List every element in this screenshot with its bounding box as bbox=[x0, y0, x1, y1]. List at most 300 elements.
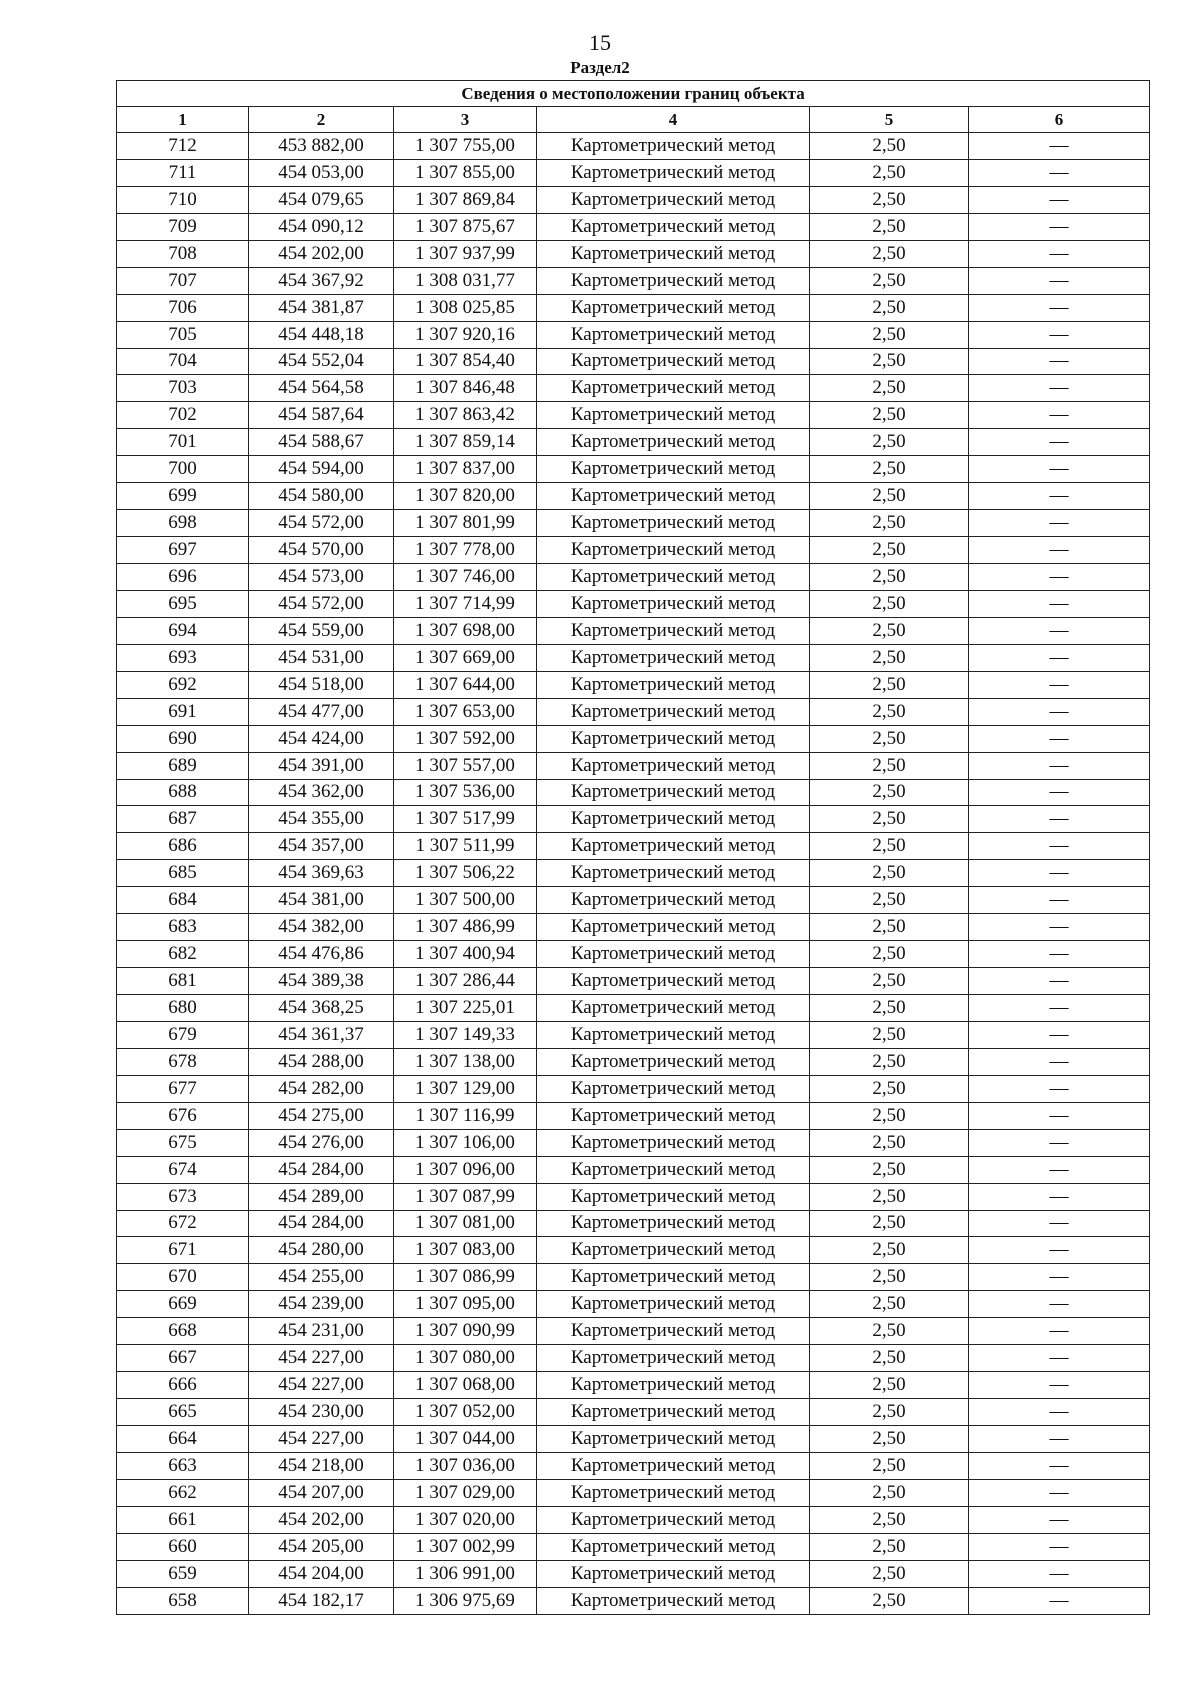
description-cell: — bbox=[969, 590, 1150, 617]
column-number: 4 bbox=[537, 107, 810, 133]
method-cell: Картометрический метод bbox=[537, 267, 810, 294]
description-cell: — bbox=[969, 941, 1150, 968]
point-number-cell: 688 bbox=[117, 779, 249, 806]
point-number-cell: 711 bbox=[117, 159, 249, 186]
y-coordinate-cell: 1 307 755,00 bbox=[394, 133, 537, 160]
method-cell: Картометрический метод bbox=[537, 806, 810, 833]
accuracy-cell: 2,50 bbox=[810, 941, 969, 968]
x-coordinate-cell: 454 079,65 bbox=[249, 186, 394, 213]
point-number-cell: 673 bbox=[117, 1183, 249, 1210]
point-number-cell: 658 bbox=[117, 1587, 249, 1614]
method-cell: Картометрический метод bbox=[537, 1210, 810, 1237]
table-row bbox=[117, 1075, 1150, 1102]
x-coordinate-cell: 454 053,00 bbox=[249, 159, 394, 186]
table-row bbox=[117, 321, 1150, 348]
accuracy-cell: 2,50 bbox=[810, 1345, 969, 1372]
point-number-cell: 659 bbox=[117, 1560, 249, 1587]
description-cell: — bbox=[969, 995, 1150, 1022]
x-coordinate-cell: 454 205,00 bbox=[249, 1533, 394, 1560]
point-number-cell: 712 bbox=[117, 133, 249, 160]
table-caption: Сведения о местоположении границ объекта bbox=[117, 81, 1150, 107]
method-cell: Картометрический метод bbox=[537, 779, 810, 806]
method-cell: Картометрический метод bbox=[537, 752, 810, 779]
point-number-cell: 682 bbox=[117, 941, 249, 968]
x-coordinate-cell: 454 588,67 bbox=[249, 429, 394, 456]
table-row bbox=[117, 1318, 1150, 1345]
point-number-cell: 680 bbox=[117, 995, 249, 1022]
accuracy-cell: 2,50 bbox=[810, 1021, 969, 1048]
point-number-cell: 699 bbox=[117, 483, 249, 510]
y-coordinate-cell: 1 307 486,99 bbox=[394, 914, 537, 941]
accuracy-cell: 2,50 bbox=[810, 1560, 969, 1587]
y-coordinate-cell: 1 306 975,69 bbox=[394, 1587, 537, 1614]
x-coordinate-cell: 454 275,00 bbox=[249, 1102, 394, 1129]
column-number: 6 bbox=[969, 107, 1150, 133]
method-cell: Картометрический метод bbox=[537, 1426, 810, 1453]
point-number-cell: 679 bbox=[117, 1021, 249, 1048]
x-coordinate-cell: 454 391,00 bbox=[249, 752, 394, 779]
table-row bbox=[117, 483, 1150, 510]
y-coordinate-cell: 1 307 081,00 bbox=[394, 1210, 537, 1237]
y-coordinate-cell: 1 307 129,00 bbox=[394, 1075, 537, 1102]
y-coordinate-cell: 1 306 991,00 bbox=[394, 1560, 537, 1587]
description-cell: — bbox=[969, 1560, 1150, 1587]
x-coordinate-cell: 454 448,18 bbox=[249, 321, 394, 348]
description-cell: — bbox=[969, 510, 1150, 537]
table-row bbox=[117, 267, 1150, 294]
table-row bbox=[117, 1048, 1150, 1075]
table-row bbox=[117, 1560, 1150, 1587]
accuracy-cell: 2,50 bbox=[810, 429, 969, 456]
method-cell: Картометрический метод bbox=[537, 294, 810, 321]
table-row bbox=[117, 1452, 1150, 1479]
point-number-cell: 692 bbox=[117, 671, 249, 698]
method-cell: Картометрический метод bbox=[537, 1452, 810, 1479]
table-row bbox=[117, 1506, 1150, 1533]
accuracy-cell: 2,50 bbox=[810, 671, 969, 698]
table-row bbox=[117, 1399, 1150, 1426]
column-number-row bbox=[117, 107, 1150, 133]
point-number-cell: 672 bbox=[117, 1210, 249, 1237]
accuracy-cell: 2,50 bbox=[810, 617, 969, 644]
point-number-cell: 670 bbox=[117, 1264, 249, 1291]
description-cell: — bbox=[969, 860, 1150, 887]
accuracy-cell: 2,50 bbox=[810, 348, 969, 375]
method-cell: Картометрический метод bbox=[537, 321, 810, 348]
accuracy-cell: 2,50 bbox=[810, 1399, 969, 1426]
table-row bbox=[117, 159, 1150, 186]
table-row bbox=[117, 779, 1150, 806]
x-coordinate-cell: 454 355,00 bbox=[249, 806, 394, 833]
method-cell: Картометрический метод bbox=[537, 1156, 810, 1183]
x-coordinate-cell: 454 202,00 bbox=[249, 1506, 394, 1533]
description-cell: — bbox=[969, 968, 1150, 995]
table-row bbox=[117, 752, 1150, 779]
description-cell: — bbox=[969, 1318, 1150, 1345]
method-cell: Картометрический метод bbox=[537, 133, 810, 160]
y-coordinate-cell: 1 307 875,67 bbox=[394, 213, 537, 240]
y-coordinate-cell: 1 307 087,99 bbox=[394, 1183, 537, 1210]
accuracy-cell: 2,50 bbox=[810, 725, 969, 752]
point-number-cell: 704 bbox=[117, 348, 249, 375]
point-number-cell: 685 bbox=[117, 860, 249, 887]
table-row bbox=[117, 860, 1150, 887]
description-cell: — bbox=[969, 833, 1150, 860]
accuracy-cell: 2,50 bbox=[810, 186, 969, 213]
y-coordinate-cell: 1 307 286,44 bbox=[394, 968, 537, 995]
point-number-cell: 661 bbox=[117, 1506, 249, 1533]
x-coordinate-cell: 454 090,12 bbox=[249, 213, 394, 240]
x-coordinate-cell: 454 231,00 bbox=[249, 1318, 394, 1345]
y-coordinate-cell: 1 307 149,33 bbox=[394, 1021, 537, 1048]
accuracy-cell: 2,50 bbox=[810, 590, 969, 617]
x-coordinate-cell: 454 362,00 bbox=[249, 779, 394, 806]
column-number: 3 bbox=[394, 107, 537, 133]
y-coordinate-cell: 1 307 225,01 bbox=[394, 995, 537, 1022]
y-coordinate-cell: 1 307 090,99 bbox=[394, 1318, 537, 1345]
description-cell: — bbox=[969, 1533, 1150, 1560]
table-row bbox=[117, 968, 1150, 995]
x-coordinate-cell: 454 382,00 bbox=[249, 914, 394, 941]
point-number-cell: 668 bbox=[117, 1318, 249, 1345]
description-cell: — bbox=[969, 564, 1150, 591]
description-cell: — bbox=[969, 429, 1150, 456]
y-coordinate-cell: 1 307 095,00 bbox=[394, 1291, 537, 1318]
description-cell: — bbox=[969, 133, 1150, 160]
accuracy-cell: 2,50 bbox=[810, 887, 969, 914]
description-cell: — bbox=[969, 1479, 1150, 1506]
accuracy-cell: 2,50 bbox=[810, 1318, 969, 1345]
description-cell: — bbox=[969, 159, 1150, 186]
method-cell: Картометрический метод bbox=[537, 402, 810, 429]
y-coordinate-cell: 1 307 854,40 bbox=[394, 348, 537, 375]
x-coordinate-cell: 454 552,04 bbox=[249, 348, 394, 375]
accuracy-cell: 2,50 bbox=[810, 1372, 969, 1399]
description-cell: — bbox=[969, 617, 1150, 644]
accuracy-cell: 2,50 bbox=[810, 1533, 969, 1560]
y-coordinate-cell: 1 307 846,48 bbox=[394, 375, 537, 402]
y-coordinate-cell: 1 307 517,99 bbox=[394, 806, 537, 833]
table-row bbox=[117, 510, 1150, 537]
y-coordinate-cell: 1 307 106,00 bbox=[394, 1129, 537, 1156]
x-coordinate-cell: 454 570,00 bbox=[249, 537, 394, 564]
point-number-cell: 698 bbox=[117, 510, 249, 537]
description-cell: — bbox=[969, 752, 1150, 779]
accuracy-cell: 2,50 bbox=[810, 1210, 969, 1237]
table-row bbox=[117, 806, 1150, 833]
accuracy-cell: 2,50 bbox=[810, 456, 969, 483]
method-cell: Картометрический метод bbox=[537, 725, 810, 752]
x-coordinate-cell: 454 282,00 bbox=[249, 1075, 394, 1102]
description-cell: — bbox=[969, 1075, 1150, 1102]
table-caption-row bbox=[117, 81, 1150, 107]
table-row bbox=[117, 348, 1150, 375]
y-coordinate-cell: 1 307 080,00 bbox=[394, 1345, 537, 1372]
accuracy-cell: 2,50 bbox=[810, 1264, 969, 1291]
accuracy-cell: 2,50 bbox=[810, 375, 969, 402]
y-coordinate-cell: 1 307 506,22 bbox=[394, 860, 537, 887]
accuracy-cell: 2,50 bbox=[810, 752, 969, 779]
accuracy-cell: 2,50 bbox=[810, 564, 969, 591]
y-coordinate-cell: 1 307 036,00 bbox=[394, 1452, 537, 1479]
x-coordinate-cell: 454 477,00 bbox=[249, 698, 394, 725]
x-coordinate-cell: 454 381,00 bbox=[249, 887, 394, 914]
y-coordinate-cell: 1 307 778,00 bbox=[394, 537, 537, 564]
point-number-cell: 686 bbox=[117, 833, 249, 860]
accuracy-cell: 2,50 bbox=[810, 698, 969, 725]
table-row bbox=[117, 564, 1150, 591]
x-coordinate-cell: 454 289,00 bbox=[249, 1183, 394, 1210]
method-cell: Картометрический метод bbox=[537, 1048, 810, 1075]
method-cell: Картометрический метод bbox=[537, 698, 810, 725]
table-row bbox=[117, 402, 1150, 429]
accuracy-cell: 2,50 bbox=[810, 833, 969, 860]
boundary-coordinates-table bbox=[116, 80, 1150, 1615]
section-title: Раздел2 bbox=[570, 58, 630, 77]
table-row bbox=[117, 213, 1150, 240]
y-coordinate-cell: 1 307 714,99 bbox=[394, 590, 537, 617]
point-number-cell: 681 bbox=[117, 968, 249, 995]
point-number-cell: 677 bbox=[117, 1075, 249, 1102]
description-cell: — bbox=[969, 1291, 1150, 1318]
description-cell: — bbox=[969, 213, 1150, 240]
method-cell: Картометрический метод bbox=[537, 1291, 810, 1318]
table-row bbox=[117, 1237, 1150, 1264]
x-coordinate-cell: 454 218,00 bbox=[249, 1452, 394, 1479]
accuracy-cell: 2,50 bbox=[810, 1075, 969, 1102]
description-cell: — bbox=[969, 483, 1150, 510]
description-cell: — bbox=[969, 456, 1150, 483]
point-number-cell: 664 bbox=[117, 1426, 249, 1453]
method-cell: Картометрический метод bbox=[537, 887, 810, 914]
method-cell: Картометрический метод bbox=[537, 159, 810, 186]
table-row bbox=[117, 887, 1150, 914]
table-row bbox=[117, 429, 1150, 456]
y-coordinate-cell: 1 307 536,00 bbox=[394, 779, 537, 806]
accuracy-cell: 2,50 bbox=[810, 644, 969, 671]
table-row bbox=[117, 1156, 1150, 1183]
method-cell: Картометрический метод bbox=[537, 644, 810, 671]
point-number-cell: 662 bbox=[117, 1479, 249, 1506]
description-cell: — bbox=[969, 1048, 1150, 1075]
description-cell: — bbox=[969, 1264, 1150, 1291]
y-coordinate-cell: 1 307 855,00 bbox=[394, 159, 537, 186]
table-row bbox=[117, 240, 1150, 267]
point-number-cell: 689 bbox=[117, 752, 249, 779]
x-coordinate-cell: 454 559,00 bbox=[249, 617, 394, 644]
point-number-cell: 675 bbox=[117, 1129, 249, 1156]
method-cell: Картометрический метод bbox=[537, 1506, 810, 1533]
table-row bbox=[117, 617, 1150, 644]
accuracy-cell: 2,50 bbox=[810, 968, 969, 995]
x-coordinate-cell: 454 227,00 bbox=[249, 1426, 394, 1453]
accuracy-cell: 2,50 bbox=[810, 1426, 969, 1453]
point-number-cell: 705 bbox=[117, 321, 249, 348]
accuracy-cell: 2,50 bbox=[810, 1048, 969, 1075]
y-coordinate-cell: 1 307 653,00 bbox=[394, 698, 537, 725]
description-cell: — bbox=[969, 1506, 1150, 1533]
accuracy-cell: 2,50 bbox=[810, 159, 969, 186]
y-coordinate-cell: 1 307 669,00 bbox=[394, 644, 537, 671]
point-number-cell: 693 bbox=[117, 644, 249, 671]
table-row bbox=[117, 833, 1150, 860]
description-cell: — bbox=[969, 267, 1150, 294]
description-cell: — bbox=[969, 1156, 1150, 1183]
method-cell: Картометрический метод bbox=[537, 590, 810, 617]
point-number-cell: 683 bbox=[117, 914, 249, 941]
description-cell: — bbox=[969, 779, 1150, 806]
table-body bbox=[117, 133, 1150, 1615]
y-coordinate-cell: 1 307 029,00 bbox=[394, 1479, 537, 1506]
y-coordinate-cell: 1 307 859,14 bbox=[394, 429, 537, 456]
point-number-cell: 684 bbox=[117, 887, 249, 914]
y-coordinate-cell: 1 307 500,00 bbox=[394, 887, 537, 914]
x-coordinate-cell: 454 594,00 bbox=[249, 456, 394, 483]
accuracy-cell: 2,50 bbox=[810, 1479, 969, 1506]
x-coordinate-cell: 454 182,17 bbox=[249, 1587, 394, 1614]
point-number-cell: 709 bbox=[117, 213, 249, 240]
point-number-cell: 667 bbox=[117, 1345, 249, 1372]
accuracy-cell: 2,50 bbox=[810, 321, 969, 348]
y-coordinate-cell: 1 307 869,84 bbox=[394, 186, 537, 213]
table-row bbox=[117, 1533, 1150, 1560]
table-row bbox=[117, 1479, 1150, 1506]
table-row bbox=[117, 375, 1150, 402]
table-row bbox=[117, 698, 1150, 725]
point-number-cell: 697 bbox=[117, 537, 249, 564]
y-coordinate-cell: 1 308 031,77 bbox=[394, 267, 537, 294]
table-row bbox=[117, 914, 1150, 941]
method-cell: Картометрический метод bbox=[537, 375, 810, 402]
method-cell: Картометрический метод bbox=[537, 1560, 810, 1587]
method-cell: Картометрический метод bbox=[537, 1372, 810, 1399]
method-cell: Картометрический метод bbox=[537, 860, 810, 887]
description-cell: — bbox=[969, 1210, 1150, 1237]
x-coordinate-cell: 454 357,00 bbox=[249, 833, 394, 860]
description-cell: — bbox=[969, 1372, 1150, 1399]
table-row bbox=[117, 1264, 1150, 1291]
y-coordinate-cell: 1 307 096,00 bbox=[394, 1156, 537, 1183]
accuracy-cell: 2,50 bbox=[810, 860, 969, 887]
method-cell: Картометрический метод bbox=[537, 1021, 810, 1048]
description-cell: — bbox=[969, 1102, 1150, 1129]
y-coordinate-cell: 1 307 644,00 bbox=[394, 671, 537, 698]
method-cell: Картометрический метод bbox=[537, 1075, 810, 1102]
point-number-cell: 669 bbox=[117, 1291, 249, 1318]
point-number-cell: 694 bbox=[117, 617, 249, 644]
table-row bbox=[117, 671, 1150, 698]
accuracy-cell: 2,50 bbox=[810, 779, 969, 806]
table-row bbox=[117, 1129, 1150, 1156]
description-cell: — bbox=[969, 698, 1150, 725]
method-cell: Картометрический метод bbox=[537, 1479, 810, 1506]
accuracy-cell: 2,50 bbox=[810, 1291, 969, 1318]
table-row bbox=[117, 537, 1150, 564]
accuracy-cell: 2,50 bbox=[810, 806, 969, 833]
accuracy-cell: 2,50 bbox=[810, 240, 969, 267]
table-row bbox=[117, 995, 1150, 1022]
x-coordinate-cell: 454 202,00 bbox=[249, 240, 394, 267]
description-cell: — bbox=[969, 1399, 1150, 1426]
point-number-cell: 695 bbox=[117, 590, 249, 617]
description-cell: — bbox=[969, 1345, 1150, 1372]
accuracy-cell: 2,50 bbox=[810, 1183, 969, 1210]
y-coordinate-cell: 1 308 025,85 bbox=[394, 294, 537, 321]
point-number-cell: 676 bbox=[117, 1102, 249, 1129]
accuracy-cell: 2,50 bbox=[810, 267, 969, 294]
table-row bbox=[117, 1021, 1150, 1048]
y-coordinate-cell: 1 307 557,00 bbox=[394, 752, 537, 779]
x-coordinate-cell: 454 255,00 bbox=[249, 1264, 394, 1291]
description-cell: — bbox=[969, 644, 1150, 671]
table-row bbox=[117, 725, 1150, 752]
x-coordinate-cell: 454 367,92 bbox=[249, 267, 394, 294]
x-coordinate-cell: 454 587,64 bbox=[249, 402, 394, 429]
point-number-cell: 666 bbox=[117, 1372, 249, 1399]
description-cell: — bbox=[969, 294, 1150, 321]
y-coordinate-cell: 1 307 044,00 bbox=[394, 1426, 537, 1453]
x-coordinate-cell: 454 424,00 bbox=[249, 725, 394, 752]
description-cell: — bbox=[969, 914, 1150, 941]
method-cell: Картометрический метод bbox=[537, 348, 810, 375]
method-cell: Картометрический метод bbox=[537, 617, 810, 644]
description-cell: — bbox=[969, 1237, 1150, 1264]
y-coordinate-cell: 1 307 920,16 bbox=[394, 321, 537, 348]
y-coordinate-cell: 1 307 083,00 bbox=[394, 1237, 537, 1264]
accuracy-cell: 2,50 bbox=[810, 1587, 969, 1614]
method-cell: Картометрический метод bbox=[537, 1318, 810, 1345]
table-row bbox=[117, 1210, 1150, 1237]
y-coordinate-cell: 1 307 116,99 bbox=[394, 1102, 537, 1129]
point-number-cell: 707 bbox=[117, 267, 249, 294]
column-number: 2 bbox=[249, 107, 394, 133]
x-coordinate-cell: 454 280,00 bbox=[249, 1237, 394, 1264]
table-row bbox=[117, 1372, 1150, 1399]
accuracy-cell: 2,50 bbox=[810, 914, 969, 941]
x-coordinate-cell: 454 288,00 bbox=[249, 1048, 394, 1075]
column-number: 1 bbox=[117, 107, 249, 133]
y-coordinate-cell: 1 307 937,99 bbox=[394, 240, 537, 267]
x-coordinate-cell: 454 564,58 bbox=[249, 375, 394, 402]
x-coordinate-cell: 454 361,37 bbox=[249, 1021, 394, 1048]
accuracy-cell: 2,50 bbox=[810, 510, 969, 537]
method-cell: Картометрический метод bbox=[537, 1102, 810, 1129]
page-number: 15 bbox=[589, 30, 611, 55]
method-cell: Картометрический метод bbox=[537, 483, 810, 510]
x-coordinate-cell: 454 389,38 bbox=[249, 968, 394, 995]
point-number-cell: 690 bbox=[117, 725, 249, 752]
table-row bbox=[117, 1587, 1150, 1614]
table-row bbox=[117, 644, 1150, 671]
description-cell: — bbox=[969, 887, 1150, 914]
accuracy-cell: 2,50 bbox=[810, 1129, 969, 1156]
description-cell: — bbox=[969, 1452, 1150, 1479]
description-cell: — bbox=[969, 671, 1150, 698]
y-coordinate-cell: 1 307 592,00 bbox=[394, 725, 537, 752]
point-number-cell: 703 bbox=[117, 375, 249, 402]
accuracy-cell: 2,50 bbox=[810, 1102, 969, 1129]
table-row bbox=[117, 1102, 1150, 1129]
accuracy-cell: 2,50 bbox=[810, 1452, 969, 1479]
method-cell: Картометрический метод bbox=[537, 213, 810, 240]
table-row bbox=[117, 941, 1150, 968]
point-number-cell: 708 bbox=[117, 240, 249, 267]
x-coordinate-cell: 454 572,00 bbox=[249, 510, 394, 537]
accuracy-cell: 2,50 bbox=[810, 213, 969, 240]
x-coordinate-cell: 454 368,25 bbox=[249, 995, 394, 1022]
description-cell: — bbox=[969, 1426, 1150, 1453]
accuracy-cell: 2,50 bbox=[810, 1156, 969, 1183]
